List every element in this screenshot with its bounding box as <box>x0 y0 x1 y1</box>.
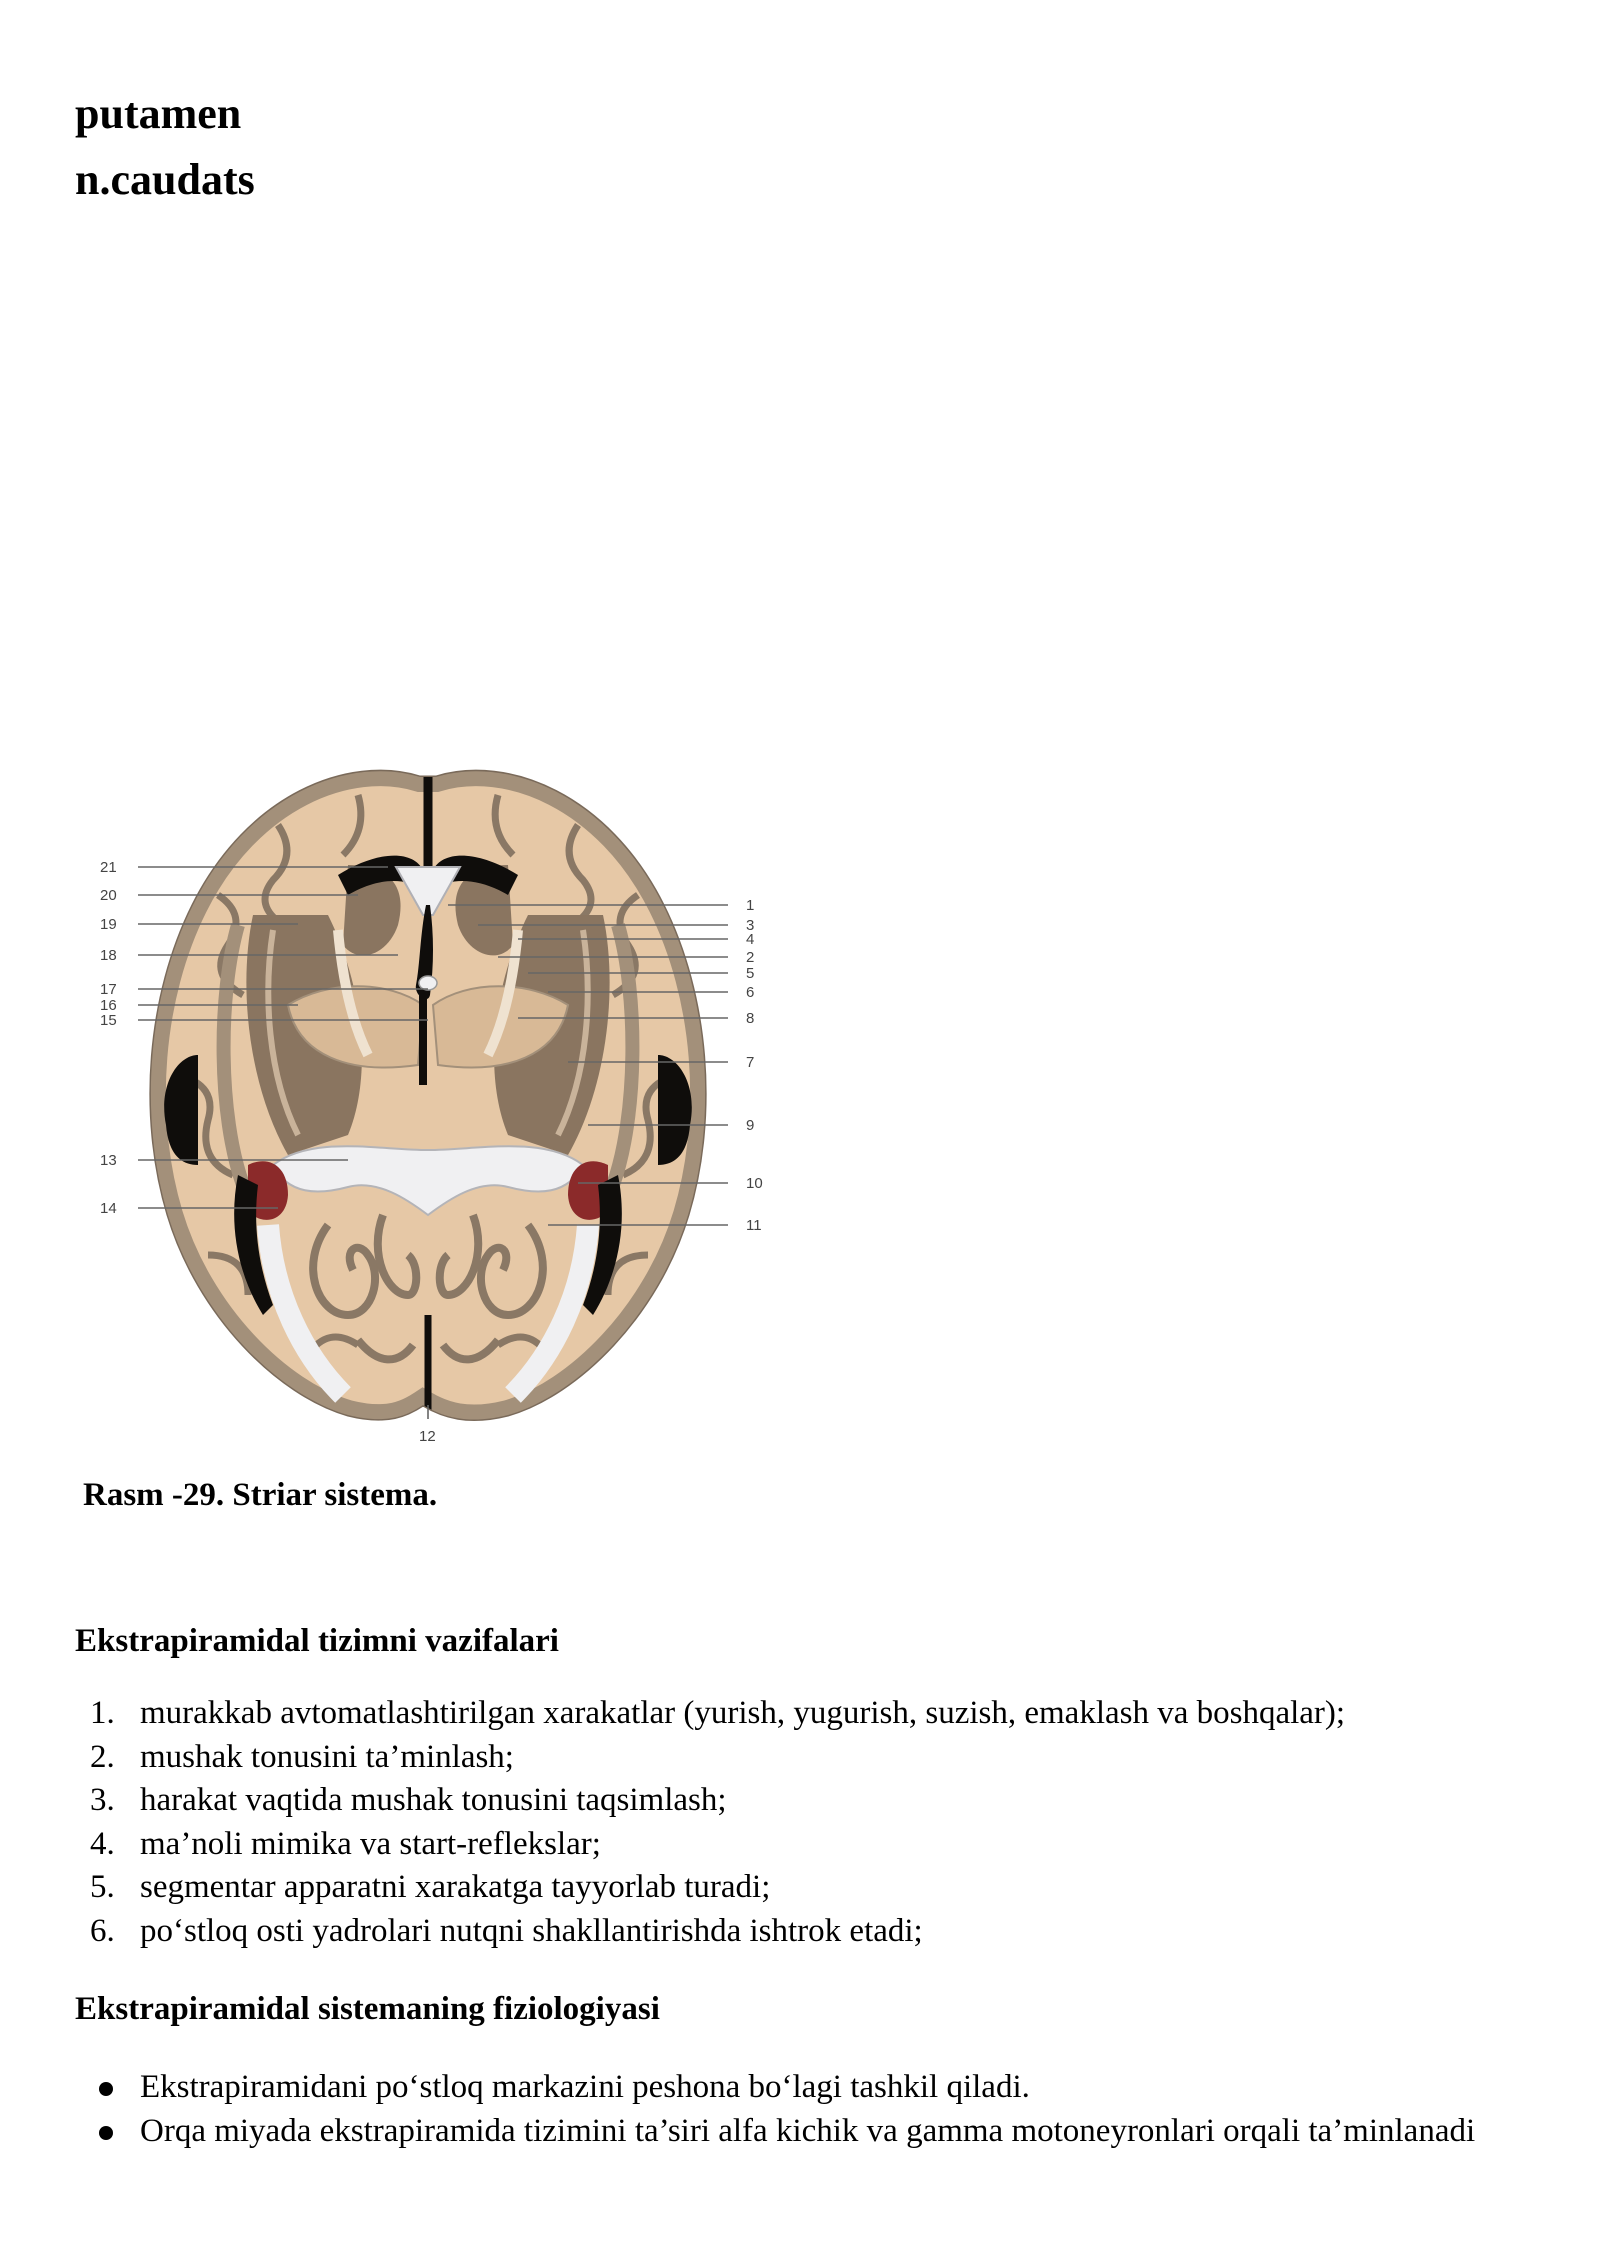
bullet-icon <box>99 2082 113 2096</box>
list-item <box>75 1736 1555 1780</box>
label-20: 20 <box>100 887 117 904</box>
section-title-functions: Ekstrapiramidal tizimni vazifalari <box>75 1623 559 1659</box>
list-item-text: mushak tonusini ta’minlash; <box>140 1738 514 1775</box>
list-item-text: po‘stloq osti yadrolari nutqni shakllantirishda ishtrok etadi; <box>140 1912 923 1949</box>
list-item <box>75 1866 1555 1910</box>
list-item-text: ma’noli mimika va start-reflekslar; <box>140 1825 601 1862</box>
list-item-text: segmentar apparatni xarakatga tayyorlab turadi; <box>140 1869 771 1905</box>
list-item <box>75 1692 1555 1736</box>
label-18: 18 <box>100 947 117 964</box>
label-5: 5 <box>746 965 755 982</box>
label-6: 6 <box>746 984 755 1001</box>
list-item-text: murakkab avtomatlashtirilgan xarakatlar (yurish, yugurish, suzish, emaklash va boshqalar); <box>140 1695 1346 1731</box>
brain-section-figure <box>98 755 778 1455</box>
list-number: 3. <box>90 1782 115 1818</box>
label-10: 10 <box>746 1175 763 1192</box>
heading-caudate: n.caudats <box>75 155 255 204</box>
label-15: 15 <box>100 1012 117 1029</box>
list-number: 1. <box>90 1695 115 1731</box>
figure-caption: Rasm -29. Striar sistema. <box>83 1477 438 1513</box>
label-12: 12 <box>419 1428 436 1445</box>
list-item <box>75 1823 1555 1867</box>
label-2: 2 <box>746 949 755 966</box>
list-number: 5. <box>90 1869 115 1905</box>
label-1: 1 <box>746 897 755 914</box>
label-19: 19 <box>100 916 117 933</box>
list-number: 6. <box>90 1912 115 1949</box>
physiology-list <box>75 2065 1495 2153</box>
list-item <box>75 1910 1555 1954</box>
list-item <box>75 1779 1555 1823</box>
label-16: 16 <box>100 997 117 1014</box>
label-17: 17 <box>100 981 117 998</box>
label-4: 4 <box>746 931 755 948</box>
list-number: 2. <box>90 1738 115 1775</box>
label-9: 9 <box>746 1117 755 1134</box>
label-7: 7 <box>746 1054 755 1071</box>
bullet-icon <box>99 2126 113 2140</box>
brain-diagram <box>98 755 778 1455</box>
section-title-physiology: Ekstrapiramidal sistemaning fiziologiyasi <box>75 1991 660 2027</box>
label-13: 13 <box>100 1152 117 1169</box>
label-14: 14 <box>100 1200 117 1217</box>
interventricular-foramen <box>419 976 437 990</box>
list-item-text: Orqa miyada ekstrapiramida tizimini ta’siri alfa kichik va gamma motoneyronlari orqali ta’minlanadi <box>140 2113 1476 2149</box>
list-item-text: harakat vaqtida mushak tonusini taqsimlash; <box>140 1782 727 1818</box>
label-11: 11 <box>746 1217 762 1234</box>
functions-list <box>75 1692 1555 1953</box>
list-item-text: Ekstrapiramidani po‘stloq markazini peshona bo‘lagi tashkil qiladi. <box>140 2069 1030 2105</box>
heading-putamen: putamen <box>75 89 242 138</box>
list-item <box>75 2065 1495 2109</box>
label-8: 8 <box>746 1010 755 1027</box>
label-3: 3 <box>746 917 755 934</box>
list-item <box>75 2109 1495 2153</box>
list-number: 4. <box>90 1825 115 1862</box>
label-21: 21 <box>100 859 117 876</box>
